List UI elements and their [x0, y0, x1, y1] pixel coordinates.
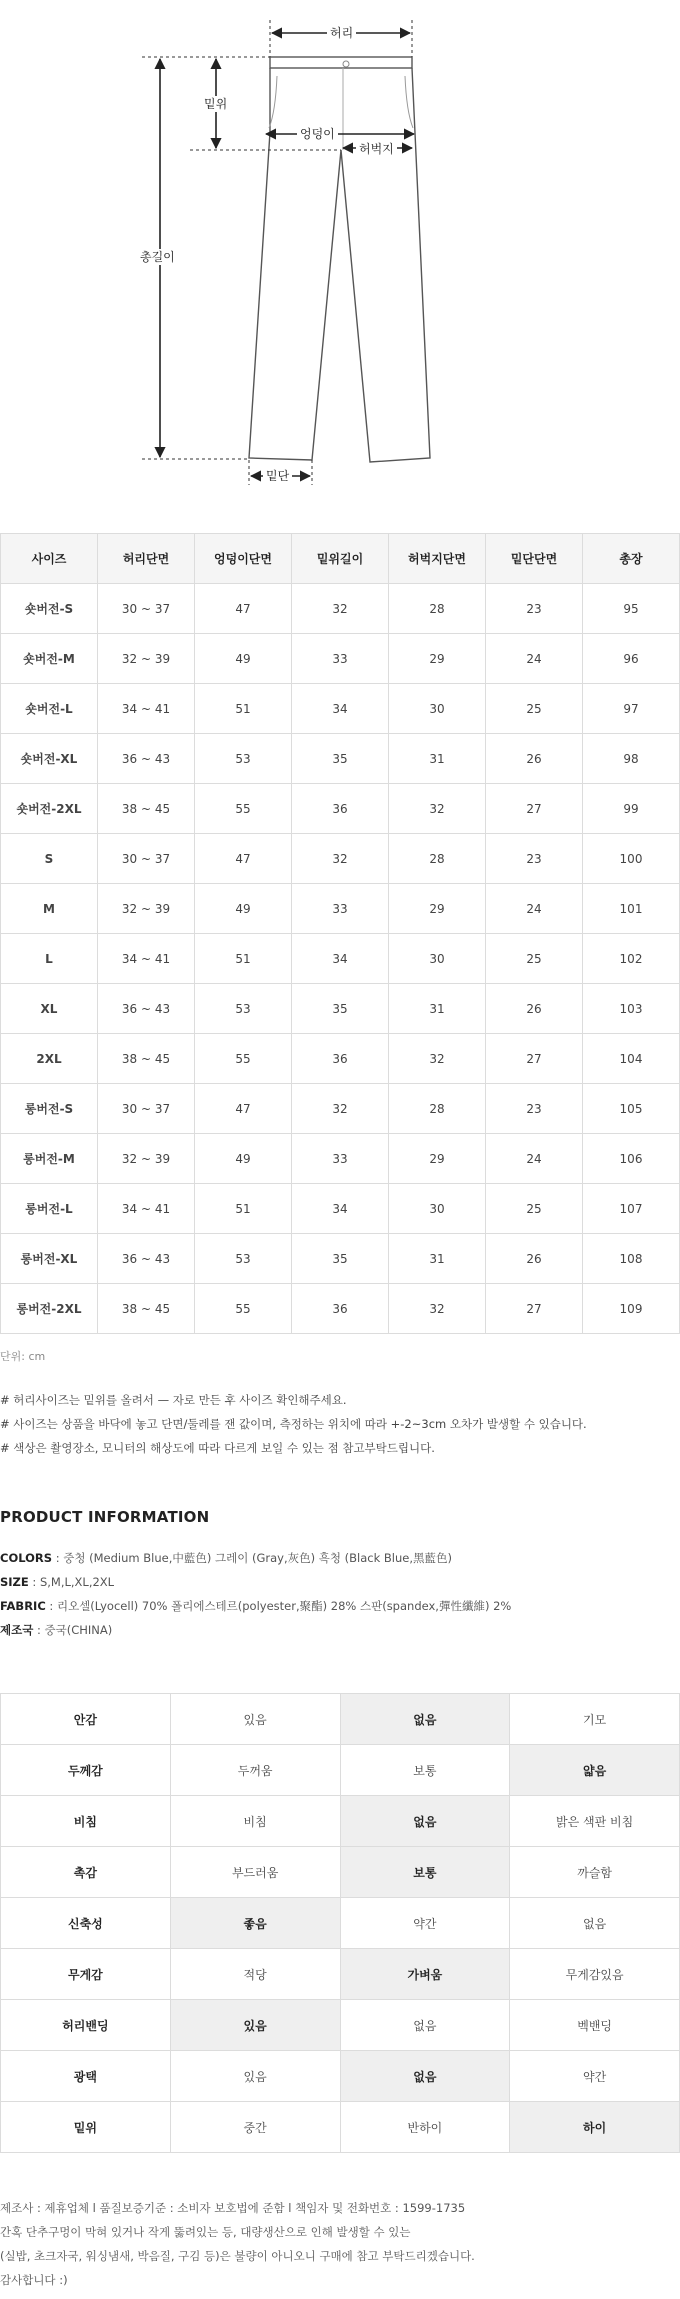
size-value-cell: 51: [195, 934, 292, 984]
attribute-row: [1, 2000, 680, 2051]
size-value-cell: 109: [583, 1284, 680, 1334]
size-value-cell: 55: [195, 784, 292, 834]
size-value-cell: 36: [292, 1034, 389, 1084]
size-value-cell: 27: [486, 1034, 583, 1084]
size-value-cell: 28: [389, 1084, 486, 1134]
attribute-option: 기모: [510, 1694, 680, 1745]
footer-defect-note-1: 간혹 단추구멍이 막혀 있거나 작게 뚫려있는 등, 대량생산으로 인해 발생할 수 있는: [0, 2225, 411, 2239]
attribute-option: 없음: [340, 2000, 510, 2051]
size-value-cell: 32: [389, 1034, 486, 1084]
attribute-option: 비침: [170, 1796, 340, 1847]
info-size: SIZE : S,M,L,XL,2XL: [0, 1575, 115, 1589]
size-value-cell: 33: [292, 884, 389, 934]
size-table-header-cell: 밑위길이: [292, 534, 389, 584]
attribute-option-selected: 없음: [340, 1796, 510, 1847]
attribute-option: 밝은 색판 비침: [510, 1796, 680, 1847]
size-value-cell: 26: [486, 984, 583, 1034]
footer-notice: [0, 2196, 680, 2292]
info-origin: 제조국 : 중국(CHINA): [0, 1623, 113, 1637]
size-value-cell: 100: [583, 834, 680, 884]
size-value-cell: 98: [583, 734, 680, 784]
footer-defect-note-2: (실밥, 초크자국, 워싱냄새, 박음질, 구김 등)은 불량이 아니오니 구매에 참고 부탁드리겠습니다.: [0, 2249, 475, 2263]
size-table-header-cell: 밑단단면: [486, 534, 583, 584]
size-value-cell: 32: [292, 584, 389, 634]
waist-label: 허리: [327, 25, 356, 41]
size-value-cell: 31: [389, 734, 486, 784]
note-measurement: # 사이즈는 상품을 바닥에 놓고 단면/둘레를 잰 값이며, 측정하는 위치에 따라 +-2~3cm 오차가 발생할 수 있습니다.: [0, 1417, 587, 1431]
size-value-cell: 36 ~ 43: [98, 984, 195, 1034]
size-value-cell: 102: [583, 934, 680, 984]
attribute-option: 두꺼움: [170, 1745, 340, 1796]
guide-lines: [142, 20, 412, 485]
size-value-cell: 47: [195, 584, 292, 634]
size-value-cell: 32 ~ 39: [98, 1134, 195, 1184]
size-value-cell: 53: [195, 1234, 292, 1284]
size-name-cell: 숏버전-L: [1, 684, 98, 734]
size-value-cell: 99: [583, 784, 680, 834]
attribute-name-cell: 두께감: [1, 1745, 171, 1796]
size-name-cell: 숏버전-M: [1, 634, 98, 684]
attribute-option: 벡밴딩: [510, 2000, 680, 2051]
size-value-cell: 103: [583, 984, 680, 1034]
size-value-cell: 53: [195, 984, 292, 1034]
attribute-row: [1, 1745, 680, 1796]
size-name-cell: 숏버전-XL: [1, 734, 98, 784]
size-name-cell: 롱버전-L: [1, 1184, 98, 1234]
size-value-cell: 49: [195, 884, 292, 934]
size-value-cell: 32 ~ 39: [98, 884, 195, 934]
size-value-cell: 30 ~ 37: [98, 1084, 195, 1134]
size-value-cell: 32: [389, 1284, 486, 1334]
attribute-option-selected: 얇음: [510, 1745, 680, 1796]
size-table-row: [1, 634, 680, 684]
size-value-cell: 27: [486, 784, 583, 834]
attribute-option-selected: 좋음: [170, 1898, 340, 1949]
info-colors: COLORS : 중청 (Medium Blue,中藍色) 그레이 (Gray,灰色) 흑청 (Black Blue,黑藍色): [0, 1551, 452, 1565]
size-value-cell: 30 ~ 37: [98, 834, 195, 884]
size-name-cell: 롱버전-S: [1, 1084, 98, 1134]
size-table-body: [1, 584, 680, 1334]
size-value-cell: 34 ~ 41: [98, 684, 195, 734]
size-value-cell: 30 ~ 37: [98, 584, 195, 634]
size-value-cell: 24: [486, 634, 583, 684]
size-value-cell: 30: [389, 1184, 486, 1234]
size-name-cell: 롱버전-M: [1, 1134, 98, 1184]
size-table-row: [1, 1084, 680, 1134]
attribute-name-cell: 허리밴딩: [1, 2000, 171, 2051]
size-table-row: [1, 684, 680, 734]
size-value-cell: 106: [583, 1134, 680, 1184]
attribute-option-selected: 보통: [340, 1847, 510, 1898]
size-value-cell: 30: [389, 684, 486, 734]
size-value-cell: 28: [389, 834, 486, 884]
size-name-cell: 롱버전-2XL: [1, 1284, 98, 1334]
size-table-row: [1, 934, 680, 984]
size-value-cell: 27: [486, 1284, 583, 1334]
size-table-row: [1, 1284, 680, 1334]
size-table-header-cell: 엉덩이단면: [195, 534, 292, 584]
size-value-cell: 36 ~ 43: [98, 734, 195, 784]
size-value-cell: 49: [195, 1134, 292, 1184]
size-value-cell: 31: [389, 1234, 486, 1284]
attribute-name-cell: 신축성: [1, 1898, 171, 1949]
size-name-cell: S: [1, 834, 98, 884]
size-table-row: [1, 1184, 680, 1234]
size-value-cell: 38 ~ 45: [98, 784, 195, 834]
size-value-cell: 97: [583, 684, 680, 734]
product-info-title: PRODUCT INFORMATION: [0, 1508, 210, 1526]
attribute-option: 약간: [340, 1898, 510, 1949]
product-info-list: [0, 1546, 680, 1642]
attribute-option-selected: 가벼움: [340, 1949, 510, 2000]
size-value-cell: 29: [389, 884, 486, 934]
attribute-row: [1, 1898, 680, 1949]
size-table-row: [1, 1234, 680, 1284]
total-length-label: 총길이: [137, 249, 178, 265]
size-value-cell: 96: [583, 634, 680, 684]
size-value-cell: 55: [195, 1034, 292, 1084]
attribute-name-cell: 무게감: [1, 1949, 171, 2000]
attribute-row: [1, 1949, 680, 2000]
attribute-option-selected: 없음: [340, 2051, 510, 2102]
size-table-row: [1, 1134, 680, 1184]
size-value-cell: 36 ~ 43: [98, 1234, 195, 1284]
pants-outline: [249, 57, 430, 462]
size-name-cell: 롱버전-XL: [1, 1234, 98, 1284]
note-color: # 색상은 촬영장소, 모니터의 해상도에 따라 다르게 보일 수 있는 점 참고부탁드립니다.: [0, 1441, 435, 1455]
size-table-row: [1, 834, 680, 884]
info-fabric: FABRIC : 리오셀(Lyocell) 70% 폴리에스테르(polyester,聚酯) 28% 스판(spandex,彈性纖維) 2%: [0, 1599, 512, 1613]
size-value-cell: 24: [486, 1134, 583, 1184]
size-value-cell: 49: [195, 634, 292, 684]
size-value-cell: 23: [486, 584, 583, 634]
size-table-row: [1, 984, 680, 1034]
size-table-header-cell: 허리단면: [98, 534, 195, 584]
size-value-cell: 47: [195, 834, 292, 884]
size-value-cell: 51: [195, 1184, 292, 1234]
size-value-cell: 34: [292, 934, 389, 984]
attribute-option: 약간: [510, 2051, 680, 2102]
rise-label: 밑위: [201, 96, 230, 112]
size-value-cell: 26: [486, 734, 583, 784]
attribute-option: 있음: [170, 1694, 340, 1745]
attribute-name-cell: 촉감: [1, 1847, 171, 1898]
footer-thanks: 감사합니다 :): [0, 2273, 68, 2287]
attribute-option: 까슬함: [510, 1847, 680, 1898]
size-value-cell: 23: [486, 834, 583, 884]
size-value-cell: 23: [486, 1084, 583, 1134]
size-table-header-cell: 허벅지단면: [389, 534, 486, 584]
attribute-name-cell: 비침: [1, 1796, 171, 1847]
size-name-cell: 숏버전-S: [1, 584, 98, 634]
thigh-label: 허벅지: [356, 141, 397, 157]
size-table-header-cell: 총장: [583, 534, 680, 584]
size-value-cell: 51: [195, 684, 292, 734]
size-name-cell: 2XL: [1, 1034, 98, 1084]
size-value-cell: 38 ~ 45: [98, 1284, 195, 1334]
size-value-cell: 28: [389, 584, 486, 634]
size-value-cell: 105: [583, 1084, 680, 1134]
pants-measurement-diagram: [0, 0, 680, 520]
size-table-header: [1, 534, 680, 584]
attribute-option: 적당: [170, 1949, 340, 2000]
attribute-option: 무게감있음: [510, 1949, 680, 2000]
size-value-cell: 25: [486, 1184, 583, 1234]
size-table-header-cell: 사이즈: [1, 534, 98, 584]
attribute-row: [1, 1796, 680, 1847]
attribute-row: [1, 1694, 680, 1745]
size-value-cell: 36: [292, 1284, 389, 1334]
size-value-cell: 34: [292, 1184, 389, 1234]
size-value-cell: 32 ~ 39: [98, 634, 195, 684]
size-value-cell: 47: [195, 1084, 292, 1134]
size-value-cell: 33: [292, 634, 389, 684]
attribute-row: [1, 1847, 680, 1898]
size-value-cell: 31: [389, 984, 486, 1034]
size-value-cell: 32: [389, 784, 486, 834]
size-value-cell: 34: [292, 684, 389, 734]
attribute-option: 반하이: [340, 2102, 510, 2153]
attribute-row: [1, 2102, 680, 2153]
size-value-cell: 36: [292, 784, 389, 834]
size-value-cell: 107: [583, 1184, 680, 1234]
hem-label: 밑단: [263, 468, 292, 484]
attribute-option: 보통: [340, 1745, 510, 1796]
attribute-option: 없음: [510, 1898, 680, 1949]
size-name-cell: 숏버전-2XL: [1, 784, 98, 834]
size-table-row: [1, 584, 680, 634]
note-waist: # 허리사이즈는 밑위를 올려서 — 자로 만든 후 사이즈 확인해주세요.: [0, 1393, 347, 1407]
size-value-cell: 25: [486, 684, 583, 734]
size-table: [0, 533, 680, 1334]
size-name-cell: L: [1, 934, 98, 984]
size-value-cell: 55: [195, 1284, 292, 1334]
size-value-cell: 29: [389, 1134, 486, 1184]
size-table-row: [1, 784, 680, 834]
size-value-cell: 101: [583, 884, 680, 934]
size-notes: [0, 1388, 680, 1460]
attribute-table-body: [1, 1694, 680, 2153]
measurement-arrows: [160, 33, 414, 476]
size-value-cell: 32: [292, 1084, 389, 1134]
footer-manufacturer: 제조사 : 제휴업체 l 품질보증기준 : 소비자 보호법에 준함 l 책임자 및 전화번호 : 1599-1735: [0, 2201, 466, 2215]
size-table-row: [1, 734, 680, 784]
size-name-cell: M: [1, 884, 98, 934]
size-value-cell: 29: [389, 634, 486, 684]
attribute-option: 부드러움: [170, 1847, 340, 1898]
size-value-cell: 108: [583, 1234, 680, 1284]
size-name-cell: XL: [1, 984, 98, 1034]
size-value-cell: 35: [292, 734, 389, 784]
fabric-attribute-table: [0, 1693, 680, 2153]
size-value-cell: 32: [292, 834, 389, 884]
size-value-cell: 53: [195, 734, 292, 784]
attribute-name-cell: 안감: [1, 1694, 171, 1745]
attribute-option: 있음: [170, 2051, 340, 2102]
attribute-option-selected: 하이: [510, 2102, 680, 2153]
attribute-option: 중간: [170, 2102, 340, 2153]
attribute-name-cell: 광택: [1, 2051, 171, 2102]
size-value-cell: 24: [486, 884, 583, 934]
size-value-cell: 25: [486, 934, 583, 984]
size-table-row: [1, 1034, 680, 1084]
unit-label: 단위: cm: [0, 1350, 46, 1363]
size-value-cell: 95: [583, 584, 680, 634]
attribute-name-cell: 밑위: [1, 2102, 171, 2153]
attribute-option-selected: 있음: [170, 2000, 340, 2051]
size-value-cell: 104: [583, 1034, 680, 1084]
pants-illustration: [0, 0, 680, 520]
attribute-option-selected: 없음: [340, 1694, 510, 1745]
hip-label: 엉덩이: [297, 126, 338, 142]
size-value-cell: 35: [292, 984, 389, 1034]
size-value-cell: 38 ~ 45: [98, 1034, 195, 1084]
attribute-row: [1, 2051, 680, 2102]
size-value-cell: 34 ~ 41: [98, 1184, 195, 1234]
size-value-cell: 35: [292, 1234, 389, 1284]
size-value-cell: 34 ~ 41: [98, 934, 195, 984]
size-value-cell: 26: [486, 1234, 583, 1284]
size-table-row: [1, 884, 680, 934]
size-value-cell: 30: [389, 934, 486, 984]
size-value-cell: 33: [292, 1134, 389, 1184]
